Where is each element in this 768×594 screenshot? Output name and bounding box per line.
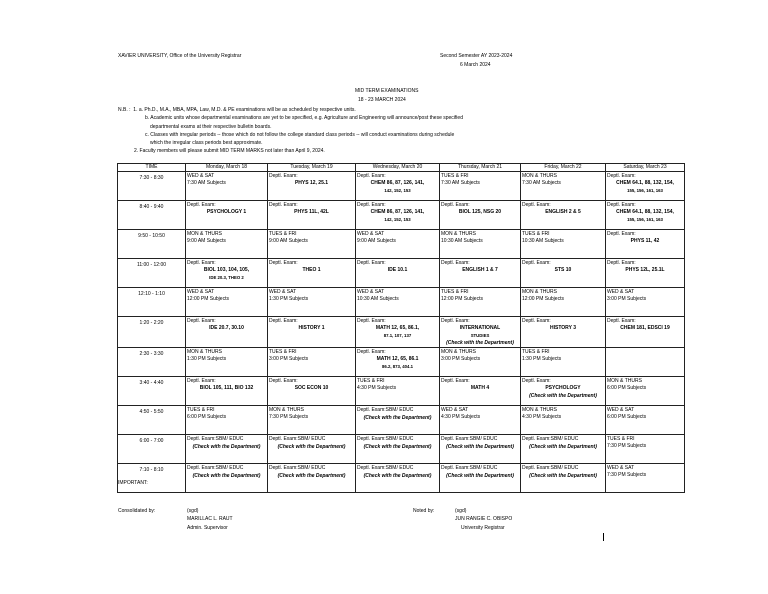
cell-department-note: (Check with the Department) bbox=[446, 340, 514, 346]
cell-department-note: (Check with the Department) bbox=[277, 473, 346, 479]
table-row bbox=[118, 230, 685, 259]
schedule-cell bbox=[186, 406, 268, 435]
table-row bbox=[118, 259, 685, 288]
cell-line-secondary: 7:30 PM Subjects bbox=[269, 414, 309, 420]
cell-line-primary: Deptl. Exam: bbox=[269, 318, 298, 324]
semester-label: Second Semester AY 2023-2024 bbox=[440, 53, 513, 59]
cell-exam-subjects-cont: 155, 156, 161, 163 bbox=[627, 188, 663, 193]
cell-line-primary: MON & THURS bbox=[522, 173, 557, 179]
cell-line-primary: Deptl. Exam: bbox=[441, 378, 470, 384]
cell-line-primary: Deptl. Exam: bbox=[269, 173, 298, 179]
cell-department-note: (Check with the Department) bbox=[446, 473, 514, 479]
schedule-cell bbox=[186, 377, 268, 406]
schedule-cell bbox=[268, 435, 356, 464]
cell-line-primary: Deptl. Exam:SBM/ EDUC bbox=[357, 436, 414, 442]
cell-line-primary: Deptl. Exam: bbox=[357, 349, 386, 355]
column-header-day: Thursday, March 21 bbox=[440, 164, 521, 172]
cell-department-note: (Check with the Department) bbox=[529, 473, 597, 479]
cell-line-primary: Deptl. Exam: bbox=[607, 231, 636, 237]
time-slot: 9:50 - 10:50 bbox=[118, 230, 186, 259]
cell-line-secondary: 3:00 PM Subjects bbox=[441, 356, 481, 362]
cell-exam-subjects: MATH 12, 65, 86.1 bbox=[376, 356, 419, 362]
table-row bbox=[118, 201, 685, 230]
cell-line-primary: Deptl. Exam: bbox=[187, 378, 216, 384]
cell-line-primary: Deptl. Exam:SBM/ EDUC bbox=[357, 407, 414, 413]
schedule-cell bbox=[440, 201, 521, 230]
cell-line-secondary: 1:30 PM Subjects bbox=[269, 296, 309, 302]
schedule-cell bbox=[356, 348, 440, 377]
time-slot: 1:20 - 2:20 bbox=[118, 317, 186, 348]
column-header-day: Tuesday, March 19 bbox=[268, 164, 356, 172]
time-slot: 6:00 - 7:00 bbox=[118, 435, 186, 464]
cell-exam-subjects: IDE 10.1 bbox=[387, 267, 408, 273]
schedule-cell bbox=[440, 259, 521, 288]
cell-line-secondary: 1:30 PM Subjects bbox=[187, 356, 227, 362]
cell-department-note: (Check with the Department) bbox=[529, 393, 597, 399]
cell-line-primary: Deptl. Exam: bbox=[357, 260, 386, 266]
cell-exam-subjects: INTERNATIONAL bbox=[459, 325, 501, 331]
time-slot: 7:10 - 8:10 bbox=[118, 464, 186, 493]
cell-line-primary: WED & SAT bbox=[607, 465, 635, 471]
cell-exam-subjects: CHEM 181, EDSCI 19 bbox=[620, 325, 670, 331]
schedule-cell bbox=[186, 435, 268, 464]
cell-line-primary: MON & THURS bbox=[522, 289, 557, 295]
schedule-cell bbox=[606, 317, 685, 348]
cell-exam-subjects: CHEM 64.1, 88, 132, 154, bbox=[616, 180, 674, 186]
cell-line-secondary: 10:30 AM Subjects bbox=[357, 296, 399, 302]
cell-line-primary: TUES & FRI bbox=[357, 378, 385, 384]
cell-line-primary: Deptl. Exam:SBM/ EDUC bbox=[441, 465, 498, 471]
cell-line-primary: MON & THURS bbox=[187, 349, 222, 355]
cell-line-primary: Deptl. Exam: bbox=[187, 202, 216, 208]
cell-exam-subjects-cont: STUDIES bbox=[470, 333, 490, 338]
cell-exam-subjects: PHYS 12, 25.1 bbox=[294, 180, 329, 186]
column-header-day: Wednesday, March 20 bbox=[356, 164, 440, 172]
cell-line-primary: MON & THURS bbox=[522, 407, 557, 413]
signatory-1-name: MARILLAC L. RAUT bbox=[187, 516, 233, 522]
cell-line-primary: Deptl. Exam: bbox=[187, 318, 216, 324]
time-slot: 4:50 - 5:50 bbox=[118, 406, 186, 435]
cell-exam-subjects: STS 10 bbox=[554, 267, 572, 273]
cell-line-secondary: 12:00 PM Subjects bbox=[187, 296, 229, 302]
column-header-time: TIME bbox=[118, 164, 186, 172]
cell-exam-subjects: CHEM 64.1, 88, 132, 154, bbox=[616, 209, 674, 215]
column-header-day: Monday, March 18 bbox=[186, 164, 268, 172]
schedule-cell bbox=[186, 348, 268, 377]
cell-exam-subjects-cont: 142, 152, 153 bbox=[384, 188, 411, 193]
schedule-cell bbox=[186, 288, 268, 317]
schedule-cell bbox=[186, 317, 268, 348]
cell-exam-subjects: PHYS 11L, 42L bbox=[294, 209, 329, 215]
signatory-2-title: University Registrar bbox=[461, 525, 505, 531]
schedule-cell bbox=[356, 464, 440, 493]
cell-line-primary: TUES & FRI bbox=[269, 231, 297, 237]
schedule-cell bbox=[268, 317, 356, 348]
cell-exam-subjects: PSYCHOLOGY bbox=[545, 385, 581, 391]
cell-exam-subjects: PHYS 12L, 25.1L bbox=[625, 267, 665, 273]
schedule-cell bbox=[268, 201, 356, 230]
cell-line-primary: Deptl. Exam:SBM/ EDUC bbox=[269, 465, 326, 471]
cell-line-secondary: 4:30 PM Subjects bbox=[441, 414, 481, 420]
cell-exam-subjects-cont: 87.1, 107, 137 bbox=[383, 333, 412, 338]
cell-line-primary: Deptl. Exam:SBM/ EDUC bbox=[187, 465, 244, 471]
cell-line-primary: Deptl. Exam: bbox=[357, 318, 386, 324]
cell-line-secondary: 9:00 AM Subjects bbox=[269, 238, 308, 244]
schedule-cell bbox=[268, 259, 356, 288]
cell-department-note: (Check with the Department) bbox=[446, 444, 514, 450]
signatory-2-name: JUN RANGIE C. OBISPO bbox=[455, 516, 513, 522]
cell-line-primary: TUES & FRI bbox=[187, 407, 215, 413]
table-row bbox=[118, 288, 685, 317]
cell-line-secondary: 10:30 AM Subjects bbox=[522, 238, 564, 244]
cell-line-primary: TUES & FRI bbox=[607, 436, 635, 442]
document-date: 6 March 2024 bbox=[460, 62, 491, 68]
table-row bbox=[118, 172, 685, 201]
cell-line-secondary: 3:00 PM Subjects bbox=[269, 356, 309, 362]
cell-line-primary: WED & SAT bbox=[269, 289, 297, 295]
cell-line-secondary: 7:30 PM Subjects bbox=[607, 472, 647, 478]
schedule-cell bbox=[356, 317, 440, 348]
schedule-cell bbox=[186, 172, 268, 201]
schedule-cell bbox=[440, 288, 521, 317]
schedule-cell bbox=[268, 348, 356, 377]
cell-line-primary: Deptl. Exam: bbox=[441, 202, 470, 208]
schedule-cell bbox=[440, 406, 521, 435]
cell-exam-subjects: ENGLISH 1 & 7 bbox=[462, 267, 498, 273]
table-row bbox=[118, 464, 685, 493]
schedule-cell bbox=[356, 230, 440, 259]
schedule-cell bbox=[356, 377, 440, 406]
schedule-cell bbox=[356, 201, 440, 230]
cell-line-secondary: 7:30 PM Subjects bbox=[607, 443, 647, 449]
schedule-cell bbox=[521, 201, 606, 230]
cell-line-primary: Deptl. Exam: bbox=[357, 202, 386, 208]
time-slot: 12:10 - 1:10 bbox=[118, 288, 186, 317]
cell-line-primary: Deptl. Exam: bbox=[607, 318, 636, 324]
signature-2: (sgd) bbox=[455, 508, 467, 514]
cell-exam-subjects: IDE 20.7, 30.10 bbox=[209, 325, 244, 331]
note-1a: 1. a. Ph.D., M.A., MBA, MPA, Law, M.D. & PE examinations will be as scheduled by respective units. bbox=[133, 107, 356, 113]
schedule-cell bbox=[186, 464, 268, 493]
note-1b-cont: departmental exams at their respective bulletin boards. bbox=[150, 123, 272, 130]
cell-department-note: (Check with the Department) bbox=[277, 444, 346, 450]
table-row bbox=[118, 348, 685, 377]
cell-department-note: (Check with the Department) bbox=[363, 415, 432, 421]
cell-line-primary: Deptl. Exam: bbox=[607, 202, 636, 208]
cell-line-secondary: 7:30 AM Subjects bbox=[441, 180, 480, 186]
cell-exam-subjects: MATH 4 bbox=[470, 385, 490, 391]
column-header-day: Saturday, March 23 bbox=[606, 164, 685, 172]
cell-exam-subjects: PHYS 11, 42 bbox=[630, 238, 660, 244]
exam-dates: 18 - 23 MARCH 2024 bbox=[358, 97, 406, 103]
schedule-cell bbox=[606, 172, 685, 201]
schedule-cell bbox=[440, 348, 521, 377]
noted-by-label: Noted by: bbox=[413, 508, 435, 514]
table-row bbox=[118, 377, 685, 406]
schedule-cell bbox=[356, 172, 440, 201]
important-label: IMPORTANT: bbox=[118, 480, 148, 486]
time-slot: 11:00 - 12:00 bbox=[118, 259, 186, 288]
schedule-cell bbox=[606, 406, 685, 435]
schedule-cell bbox=[606, 435, 685, 464]
cell-line-primary: MON & THURS bbox=[441, 349, 476, 355]
schedule-cell bbox=[521, 464, 606, 493]
text-cursor bbox=[603, 533, 604, 541]
cell-line-secondary: 6:00 PM Subjects bbox=[607, 414, 647, 420]
cell-line-primary: TUES & FRI bbox=[441, 173, 469, 179]
cell-line-primary: Deptl. Exam: bbox=[607, 260, 636, 266]
cell-line-primary: Deptl. Exam:SBM/ EDUC bbox=[522, 436, 579, 442]
schedule-cell bbox=[268, 406, 356, 435]
schedule-cell bbox=[440, 317, 521, 348]
cell-line-secondary: 9:00 AM Subjects bbox=[187, 238, 226, 244]
cell-exam-subjects: MATH 12, 65, 86.1, bbox=[375, 325, 420, 331]
cell-line-primary: Deptl. Exam: bbox=[441, 318, 470, 324]
schedule-cell bbox=[521, 288, 606, 317]
cell-line-primary: WED & SAT bbox=[441, 407, 469, 413]
table-row bbox=[118, 406, 685, 435]
cell-line-secondary: 12:00 PM Subjects bbox=[522, 296, 564, 302]
cell-line-secondary: 6:00 PM Subjects bbox=[607, 385, 647, 391]
cell-line-primary: MON & THURS bbox=[187, 231, 222, 237]
cell-line-primary: TUES & FRI bbox=[269, 349, 297, 355]
cell-line-primary: Deptl. Exam: bbox=[269, 202, 298, 208]
cell-line-primary: Deptl. Exam: bbox=[522, 202, 551, 208]
cell-line-secondary: 4:30 PM Subjects bbox=[522, 414, 562, 420]
signatory-1-title: Admin. Supervisor bbox=[187, 525, 228, 531]
schedule-cell bbox=[268, 172, 356, 201]
cell-department-note: (Check with the Department) bbox=[529, 444, 597, 450]
signature-1: (sgd) bbox=[187, 508, 199, 514]
cell-line-primary: Deptl. Exam: bbox=[187, 260, 216, 266]
table-header-row bbox=[118, 164, 685, 172]
schedule-cell bbox=[606, 348, 685, 377]
note-2: 2. Faculty members will please submit MID TERM MARKS not later than April 9, 2024. bbox=[134, 148, 325, 155]
cell-line-secondary: 9:00 AM Subjects bbox=[357, 238, 396, 244]
schedule-cell bbox=[521, 172, 606, 201]
cell-line-secondary: 12:00 PM Subjects bbox=[441, 296, 483, 302]
cell-exam-subjects: CHEM 86, 87, 126, 141, bbox=[370, 209, 425, 215]
schedule-cell bbox=[521, 348, 606, 377]
schedule-cell bbox=[606, 259, 685, 288]
note-1c-cont: which the irregular class periods best approximate. bbox=[150, 140, 263, 147]
cell-line-primary: MON & THURS bbox=[269, 407, 304, 413]
cell-line-primary: Deptl. Exam: bbox=[441, 260, 470, 266]
schedule-cell bbox=[521, 435, 606, 464]
cell-department-note: (Check with the Department) bbox=[192, 473, 261, 479]
cell-line-primary: TUES & FRI bbox=[441, 289, 469, 295]
cell-line-primary: Deptl. Exam: bbox=[269, 260, 298, 266]
cell-exam-subjects-cont: 86.2, 873, 404.1 bbox=[381, 364, 414, 369]
cell-department-note: (Check with the Department) bbox=[192, 444, 261, 450]
cell-department-note: (Check with the Department) bbox=[363, 444, 432, 450]
schedule-cell bbox=[606, 377, 685, 406]
consolidated-by-label: Consolidated by: bbox=[118, 508, 156, 514]
cell-line-primary: WED & SAT bbox=[607, 289, 635, 295]
table-row bbox=[118, 317, 685, 348]
cell-line-primary: MON & THURS bbox=[441, 231, 476, 237]
table-row bbox=[118, 435, 685, 464]
cell-line-primary: Deptl. Exam: bbox=[269, 378, 298, 384]
note-1c: c. Classes with irregular periods -- those which do not follow the college standard class periods -- will conduct examinations during schedule bbox=[145, 131, 455, 138]
document-title: MID TERM EXAMINATIONS bbox=[355, 88, 419, 94]
cell-exam-subjects-cont: 155, 156, 161, 163 bbox=[627, 217, 663, 222]
cell-line-primary: Deptl. Exam: bbox=[522, 260, 551, 266]
cell-exam-subjects: THEO 1 bbox=[302, 267, 321, 273]
cell-line-primary: WED & SAT bbox=[357, 231, 385, 237]
time-slot: 7:30 - 8:30 bbox=[118, 172, 186, 201]
exam-schedule-table bbox=[117, 163, 685, 493]
schedule-cell bbox=[440, 230, 521, 259]
cell-line-primary: TUES & FRI bbox=[522, 231, 550, 237]
office-name: XAVIER UNIVERSITY, Office of the University Registrar bbox=[118, 53, 242, 59]
cell-line-primary: Deptl. Exam:SBM/ EDUC bbox=[441, 436, 498, 442]
cell-line-primary: Deptl. Exam: bbox=[357, 173, 386, 179]
schedule-cell bbox=[606, 230, 685, 259]
cell-exam-subjects: PSYCHOLOGY 1 bbox=[206, 209, 247, 215]
cell-line-secondary: 3:00 PM Subjects bbox=[607, 296, 647, 302]
time-slot: 2:30 - 3:30 bbox=[118, 348, 186, 377]
cell-line-secondary: 7:30 AM Subjects bbox=[187, 180, 226, 186]
cell-line-secondary: 6:00 PM Subjects bbox=[187, 414, 227, 420]
cell-line-primary: TUES & FRI bbox=[522, 349, 550, 355]
cell-line-primary: Deptl. Exam:SBM/ EDUC bbox=[269, 436, 326, 442]
cell-line-primary: WED & SAT bbox=[187, 289, 215, 295]
schedule-cell bbox=[521, 406, 606, 435]
cell-exam-subjects: CHEM 86, 87, 126, 141, bbox=[370, 180, 425, 186]
cell-line-primary: Deptl. Exam:SBM/ EDUC bbox=[522, 465, 579, 471]
cell-exam-subjects: BIOL 125, NSG 20 bbox=[458, 209, 502, 215]
schedule-cell bbox=[521, 230, 606, 259]
cell-line-secondary: 4:30 PM Subjects bbox=[357, 385, 397, 391]
cell-line-primary: Deptl. Exam:SBM/ EDUC bbox=[187, 436, 244, 442]
schedule-cell bbox=[440, 172, 521, 201]
schedule-cell bbox=[356, 288, 440, 317]
time-slot: 3:40 - 4:40 bbox=[118, 377, 186, 406]
column-header-day: Friday, March 22 bbox=[521, 164, 606, 172]
schedule-cell bbox=[606, 464, 685, 493]
cell-exam-subjects-cont: IDE 20.3, THEO 2 bbox=[209, 275, 244, 280]
schedule-cell bbox=[356, 406, 440, 435]
schedule-cell bbox=[268, 230, 356, 259]
time-slot: 8:40 - 9:40 bbox=[118, 201, 186, 230]
cell-exam-subjects: HISTORY 1 bbox=[298, 325, 325, 331]
schedule-cell bbox=[186, 259, 268, 288]
schedule-cell bbox=[356, 259, 440, 288]
cell-line-primary: WED & SAT bbox=[187, 173, 215, 179]
cell-line-secondary: 10:30 AM Subjects bbox=[441, 238, 483, 244]
cell-exam-subjects: SOC ECON 10 bbox=[294, 385, 329, 391]
cell-exam-subjects: BIOL 103, 104, 105, bbox=[203, 267, 250, 273]
schedule-cell bbox=[356, 435, 440, 464]
schedule-cell bbox=[268, 288, 356, 317]
schedule-cell bbox=[440, 435, 521, 464]
cell-department-note: (Check with the Department) bbox=[363, 473, 432, 479]
schedule-cell bbox=[186, 230, 268, 259]
cell-line-primary: Deptl. Exam:SBM/ EDUC bbox=[357, 465, 414, 471]
notes-prefix: N.B. : bbox=[118, 107, 131, 113]
note-1b: b. Academic units whose departmental examinations are yet to be specified, e.g. Agriculture and Engineering will announce/post these specified bbox=[145, 115, 463, 122]
schedule-cell bbox=[521, 259, 606, 288]
schedule-cell bbox=[521, 377, 606, 406]
cell-line-primary: Deptl. Exam: bbox=[607, 173, 636, 179]
cell-exam-subjects: ENGLISH 2 & 5 bbox=[545, 209, 581, 215]
schedule-cell bbox=[521, 317, 606, 348]
cell-line-primary: WED & SAT bbox=[357, 289, 385, 295]
cell-line-secondary: 7:30 AM Subjects bbox=[522, 180, 561, 186]
cell-exam-subjects-cont: 142, 152, 153 bbox=[384, 217, 411, 222]
notes-section bbox=[118, 106, 463, 156]
schedule-cell bbox=[440, 377, 521, 406]
schedule-cell bbox=[440, 464, 521, 493]
cell-line-primary: Deptl. Exam: bbox=[522, 318, 551, 324]
schedule-cell bbox=[186, 201, 268, 230]
cell-line-secondary: 1:30 PM Subjects bbox=[522, 356, 562, 362]
cell-line-primary: MON & THURS bbox=[607, 378, 642, 384]
cell-line-primary: Deptl. Exam: bbox=[522, 378, 551, 384]
cell-exam-subjects: BIOL 105, 111, BIO 132 bbox=[199, 385, 254, 391]
cell-exam-subjects: HISTORY 3 bbox=[549, 325, 577, 331]
schedule-cell bbox=[606, 201, 685, 230]
schedule-cell bbox=[268, 377, 356, 406]
schedule-cell bbox=[606, 288, 685, 317]
schedule-cell bbox=[268, 464, 356, 493]
cell-line-primary: WED & SAT bbox=[607, 407, 635, 413]
